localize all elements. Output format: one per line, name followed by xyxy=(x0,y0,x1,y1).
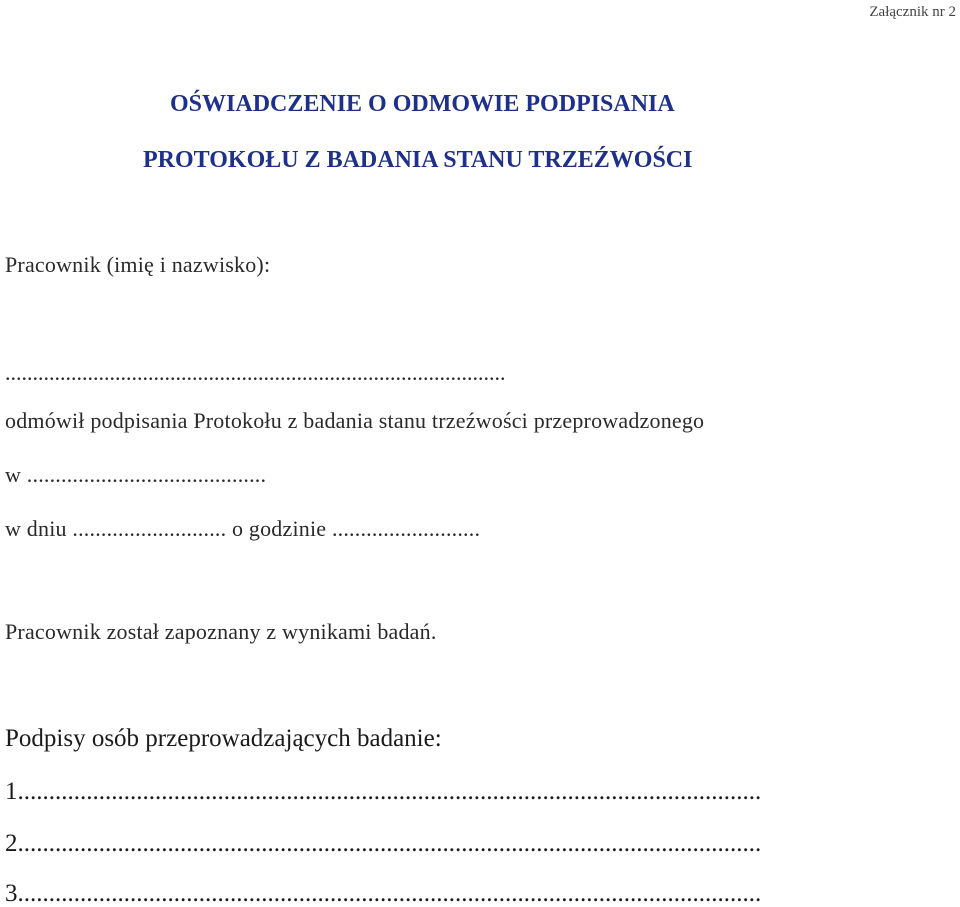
document-title-line-2: PROTOKOŁU Z BADANIA STANU TRZEŹWOŚCI xyxy=(143,147,693,173)
annex-label: Załącznik nr 2 xyxy=(869,4,956,20)
signatures-label: Podpisy osób przeprowadzających badanie: xyxy=(5,725,442,752)
refusal-statement: odmówił podpisania Protokołu z badania stanu trzeźwości przeprowadzonego xyxy=(5,408,705,433)
acknowledgement-statement: Pracownik został zapoznany z wynikami badań. xyxy=(5,619,437,644)
place-line: w .......................................... xyxy=(5,462,267,487)
document-title-line-1: OŚWIADCZENIE O ODMOWIE PODPISANIA xyxy=(170,91,675,117)
date-time-line: w dniu ........................... o godzinie .......................... xyxy=(5,516,481,541)
signature-line-2: 2....................................................................................................................... xyxy=(5,830,762,857)
signature-line-1: 1....................................................................................................................... xyxy=(5,778,762,805)
employee-name-blank: ........................................................................................... xyxy=(5,360,506,385)
signature-line-3: 3....................................................................................................................... xyxy=(5,880,762,907)
employee-label: Pracownik (imię i nazwisko): xyxy=(5,252,271,277)
